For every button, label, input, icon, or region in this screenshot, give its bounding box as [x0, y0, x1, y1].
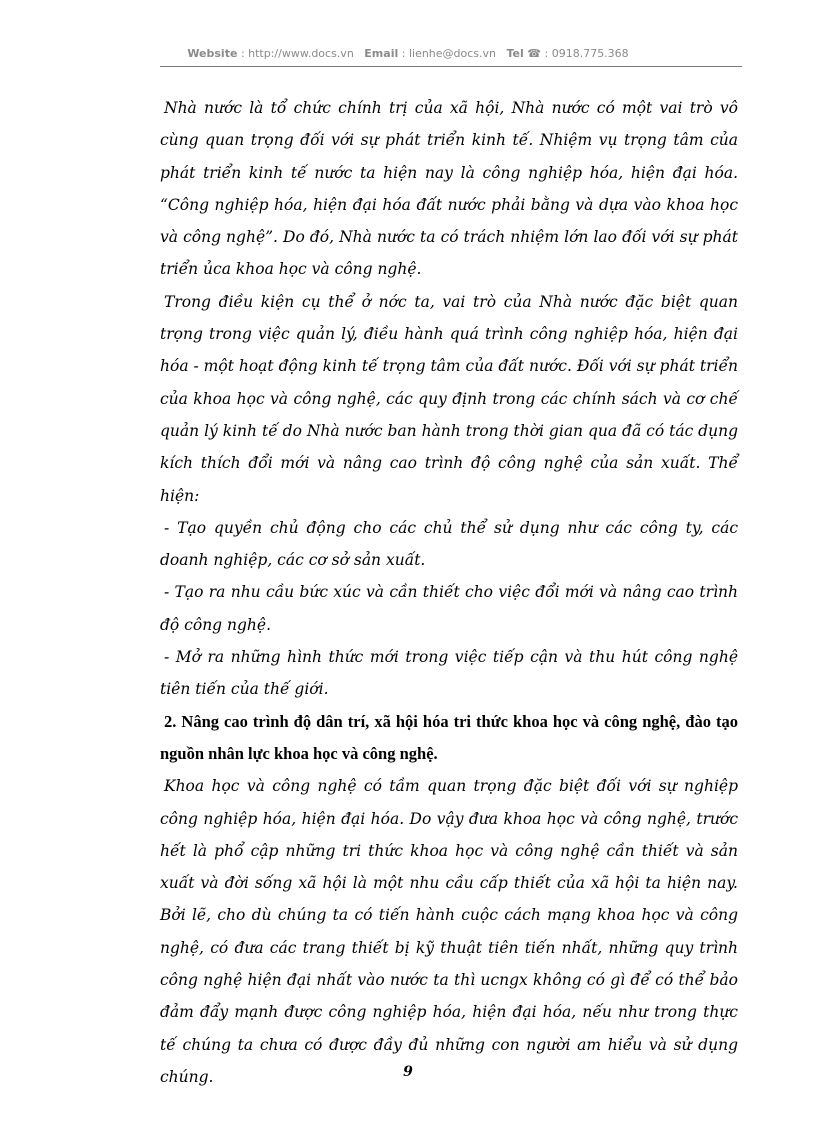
page-number: 9 [403, 1064, 413, 1080]
list-item-initiative: - Tạo quyền chủ động cho các chủ thể sử dụng như các công ty, các doanh nghiệp, các cơ sở sản xuất. [160, 518, 738, 570]
phone-icon: ☎ [527, 47, 541, 60]
tel-label: Tel [506, 47, 524, 60]
paragraph-science-importance: Khoa học và công nghệ có tầm quan trọng đặc biệt đối với sự nghiệp công nghiệp hóa, hiện đại hóa. Do vậy đưa khoa học và công nghệ, trước hết là phổ cập những tri thức khoa học và công nghệ cần thiết và sản xuất và đời sống xã hội là một nhu cầu cấp thiết của xã hội ta hiện nay. Bởi lẽ, cho dù chúng ta có tiến hành cuộc cách mạng khoa học và công nghệ, có đưa các trang thiết bị kỹ thuật tiên tiến nhất, những quy trình công nghệ hiện đại nhất vào nước ta thì ucngx không có gì để có thể bảo đảm đẩy mạnh được công nghiệp hóa, hiện đại hóa, nếu như trong thực tế chúng ta chưa có được đầy đủ những con người am hiểu và sử dụng chúng. [160, 777, 738, 1086]
email-address: : lienhe@docs.vn [401, 47, 497, 60]
section-heading: 2. Nâng cao trình độ dân trí, xã hội hóa tri thức khoa học và công nghệ, đào tạo nguồn nhân lực khoa học và công nghệ. [160, 711, 738, 763]
tel-number: : 0918.775.368 [544, 47, 629, 60]
page-header [0, 47, 816, 60]
header-divider [160, 66, 742, 67]
document-body [160, 92, 738, 1093]
paragraph-state-management: Trong điều kiện cụ thể ở nớc ta, vai trò của Nhà nước đặc biệt quan trọng trong việc quản lý, điều hành quá trình công nghiệp hóa, hiện đại hóa - một hoạt động kinh tế trọng tâm của đất nước. Đối với sự phát triển của khoa học và công nghệ, các quy định trong các chính sách và cơ chế quản lý kinh tế do Nhà nước ban hành trong thời gian qua đã có tác dụng kích thích đổi mới và nâng cao trình độ công nghệ của sản xuất. Thể hiện: [160, 292, 738, 505]
paragraph-state-role: Nhà nước là tổ chức chính trị của xã hội, Nhà nước có một vai trò vô cùng quan trọng đối với sự phát triển kinh tế. Nhiệm vụ trọng tâm của phát triển kinh tế nước ta hiện nay là công nghiệp hóa, hiện đại hóa. “Công nghiệp hóa, hiện đại hóa đất nước phải bằng và dựa vào khoa học và công nghệ”. Do đó, Nhà nước ta có trách nhiệm lớn lao đối với sự phát triển ủca khoa học và công nghệ. [160, 99, 738, 279]
list-item-demand: - Tạo ra nhu cầu bức xúc và cần thiết cho việc đổi mới và nâng cao trình độ công nghệ. [160, 583, 738, 634]
website-label: Website [187, 47, 238, 60]
website-url: : http://www.docs.vn [240, 47, 354, 60]
email-label: Email [364, 47, 399, 60]
list-item-access: - Mở ra những hình thức mới trong việc tiếp cận và thu hút công nghệ tiên tiến của thế giới. [160, 648, 738, 699]
